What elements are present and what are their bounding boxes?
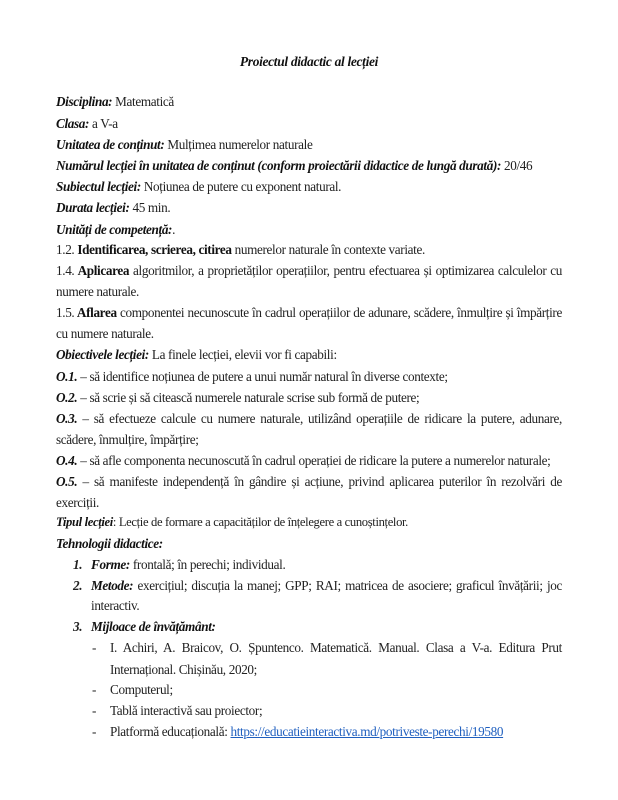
forms-item	[91, 557, 562, 573]
competence-text: algoritmilor, a proprietăților operațiilor, pentru efectuarea și optimizarea calculelor cu	[129, 263, 563, 278]
list-number: 3.	[73, 619, 83, 634]
field-label: Subiectul lecției:	[56, 179, 141, 194]
objectives-label: Obiectivele lecției:	[56, 347, 149, 362]
lesson-type-value: : Lecție de formare a capacităților de înțelegere a cunoștințelor.	[112, 515, 408, 529]
objective-item	[56, 369, 562, 385]
objective-item	[56, 390, 562, 406]
field-label: Unitatea de conținut:	[56, 137, 165, 152]
field-subiectul	[56, 179, 562, 195]
field-value: Mulțimea numerelor naturale	[164, 137, 313, 152]
field-value: Noțiunea de putere cu exponent natural.	[140, 179, 342, 194]
field-label: Unități de competență:	[56, 222, 173, 237]
methods-continuation: interactiv.	[91, 598, 140, 613]
list-number: 1.	[73, 557, 83, 572]
objective-code: O.1.	[56, 369, 78, 384]
field-numarul	[56, 158, 562, 174]
lesson-type-label: Tipul lecției	[56, 515, 113, 529]
bullet-dash: -	[92, 724, 97, 739]
objective-item	[56, 411, 562, 427]
competence-text: componentei necunoscute în cadrul operațiilor de adunare, scădere, înmulțire și împărțire	[116, 305, 562, 320]
competence-keyword: Aplicarea	[74, 263, 130, 278]
bullet-dash: -	[92, 682, 97, 697]
resource-text: Platformă educațională:	[110, 724, 231, 739]
competence-text: numerelor naturale în contexte variate.	[231, 242, 425, 257]
objective-code: O.5.	[56, 474, 78, 489]
field-unitati	[56, 222, 562, 238]
technologies-heading: Tehnologii didactice:	[56, 536, 163, 551]
field-value: .	[172, 222, 176, 237]
objective-text: – să manifeste independență în gândire și acțiune, privind aplicarea puterilor în rezolvări de	[77, 474, 562, 489]
field-durata	[56, 200, 562, 216]
field-label: Clasa:	[56, 116, 90, 131]
objectives-intro: La finele lecției, elevii vor fi capabili:	[148, 347, 337, 362]
competence-keyword: Aflarea	[74, 305, 117, 320]
forms-value: frontală; în perechi; individual.	[129, 557, 286, 572]
platform-link[interactable]: https://educatieinteractiva.md/potriveste-perechi/19580	[230, 724, 504, 739]
objective-item	[56, 474, 562, 490]
methods-label: Metode:	[91, 578, 134, 593]
field-label: Durata lecției:	[56, 200, 130, 215]
field-disciplina	[56, 94, 562, 110]
lesson-type	[56, 514, 562, 530]
bullet-dash: -	[92, 640, 97, 655]
objective-continuation: scădere, înmulțire, împărțire;	[56, 432, 199, 447]
resource-item: I. Achiri, A. Braicov, O. Șpuntenco. Matematică. Manual. Clasa a V-a. Editura Prut	[110, 640, 562, 655]
objective-text: – să afle componenta necunoscută în cadrul operației de ridicare la putere a numerelor naturale;	[77, 453, 551, 468]
field-value: Matematică	[112, 94, 174, 109]
objectives-heading	[56, 347, 562, 363]
list-number: 2.	[73, 578, 83, 593]
methods-item	[91, 578, 562, 594]
field-unitatea	[56, 137, 562, 153]
objective-code: O.3.	[56, 411, 78, 426]
competence-continuation: cu numere naturale.	[56, 326, 154, 341]
field-label: Numărul lecției în unitatea de conținut (conform proiectării didactice de lungă durată):	[56, 158, 502, 173]
objective-continuation: exerciții.	[56, 495, 99, 510]
objective-text: – să efectueze calcule cu numere naturale, utilizând operațiile de ridicare la putere, adunare,	[77, 411, 562, 426]
field-value: 20/46	[501, 158, 533, 173]
competence-number: 1.2.	[56, 242, 75, 257]
field-label: Disciplina:	[56, 94, 113, 109]
resource-item: Tablă interactivă sau proiector;	[110, 703, 263, 718]
resource-continuation: Internațional. Chișinău, 2020;	[110, 662, 257, 677]
methods-value: exercițiul; discuția la manej; GPP; RAI; matricea de asociere; graficul învățării; joc	[133, 578, 562, 593]
field-value: a V-a	[89, 116, 118, 131]
competence-number: 1.5.	[56, 305, 75, 320]
objective-text: – să identifice noțiunea de putere a unui număr natural în diverse contexte;	[77, 369, 448, 384]
field-clasa	[56, 116, 562, 132]
objective-text: – să scrie și să citească numerele naturale scrise sub formă de putere;	[77, 390, 420, 405]
objective-item	[56, 453, 562, 469]
objective-code: O.4.	[56, 453, 78, 468]
document-title: Proiectul didactic al lecției	[239, 54, 379, 69]
competence-item	[56, 242, 562, 258]
competence-keyword: Identificarea, scrierea, citirea	[74, 242, 232, 257]
forms-label: Forme:	[91, 557, 130, 572]
competence-item	[56, 305, 562, 321]
bullet-dash: -	[92, 703, 97, 718]
objective-code: O.2.	[56, 390, 78, 405]
resource-item: Computerul;	[110, 682, 173, 697]
field-value: 45 min.	[129, 200, 171, 215]
competence-continuation: numere naturale.	[56, 284, 140, 299]
competence-item	[56, 263, 562, 279]
competence-number: 1.4.	[56, 263, 75, 278]
resources-label: Mijloace de învățământ:	[91, 619, 216, 634]
resource-item	[110, 724, 562, 740]
